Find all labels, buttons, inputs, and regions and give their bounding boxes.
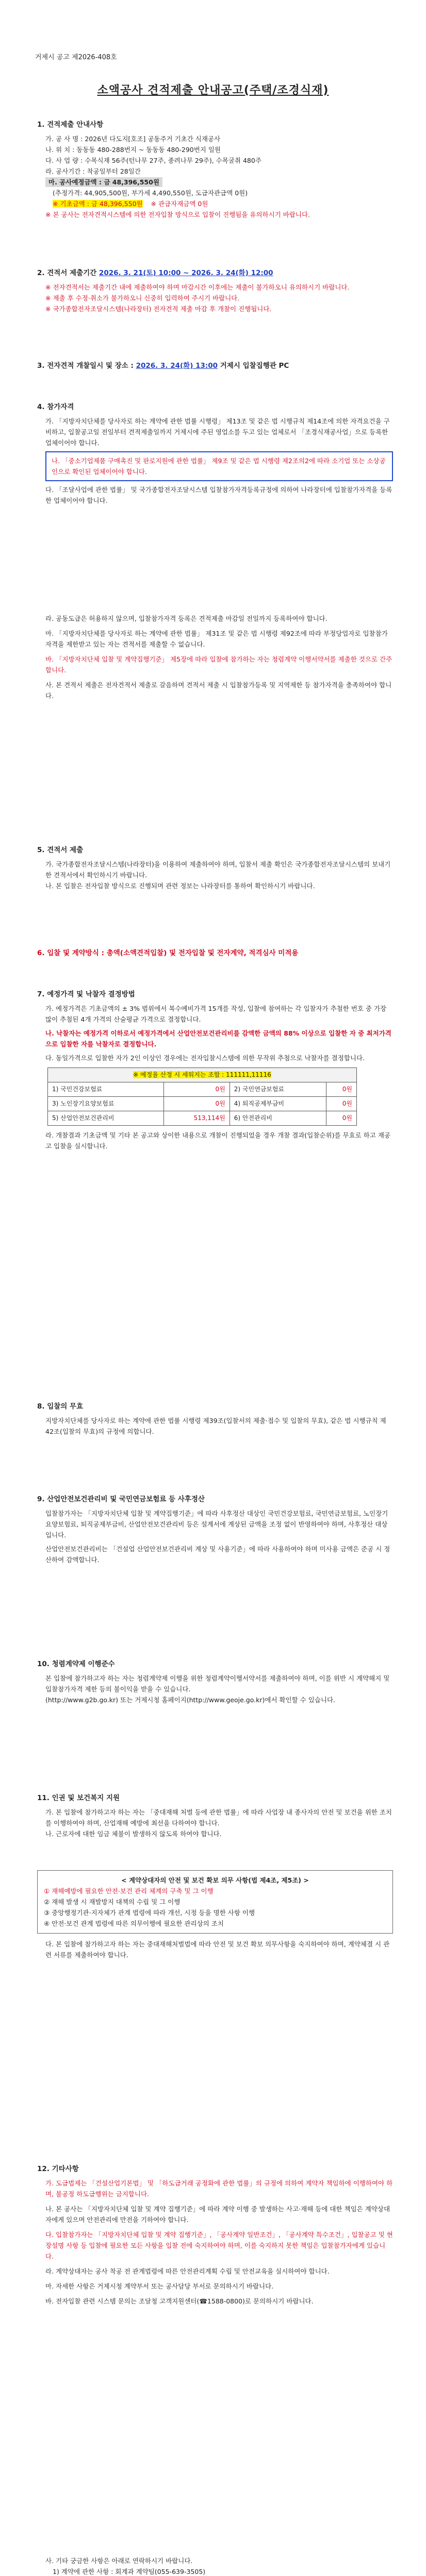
contact-intro: 사. 기타 궁금한 사항은 아래로 연락하시기 바랍니다.	[45, 2557, 193, 2565]
section-submission	[37, 845, 393, 891]
cell-value: 513,114원	[163, 1111, 230, 1126]
amount-note-line	[37, 198, 393, 209]
eligibility-item: 바. 「지방자치단체 입찰 및 계약집행기준」 제5장에 따라 입찰에 참가하는 자는 청렴계약 이행서약서를 제출한 것으로 간주합니다.	[45, 655, 392, 674]
integrity-item: (http://www.g2b.go.kr) 또는 거제시청 홈페이지(http://www.geoje.go.kr)에서 확인할 수 있습니다.	[45, 1696, 336, 1704]
etc-item-text: 다. 입찰참가자는 「지방자치단체 입찰 및 계약 집행기준」, 「공사계약 일반조건」, 「공사계약 특수조건」, 입찰공고 및 현장설명 사항 등 입찰에 필요한 모든 사항을 입찰 전에 숙지하여야 하며, 이를 숙지하지 못한 책임은 입찰참가자에게 있습니다.	[45, 2231, 393, 2260]
settlement-item: 산업안전보건관리비는 「건설업 산업안전보건관리비 계상 및 사용기준」에 따라 사용하여야 하며 미사용 금액은 준공 시 정산하여 감액합니다.	[45, 1545, 390, 1564]
caution-text: ※ 본 공사는 전자견적시스템에 의한 전자입찰 방식으로 입찰이 진행됨을 유의하시기 바랍니다.	[45, 211, 310, 218]
section-contacts	[37, 2555, 393, 2576]
submission-period: 2026. 3. 21(토) 10:00 ~ 2026. 3. 24(화) 12:00	[99, 269, 273, 277]
settlement-item: 입찰참가자는 「지방자치단체 입찰 및 계약집행기준」에 따라 사후정산 대상인 국민건강보험료, 국민연금보험료, 노인장기요양보험료, 퇴직공제부금비, 산업안전보건관리비 등은 설계서에 계상된 금액을 조정 없이 반영하여야 하며, 사후정산 대상입니다.	[45, 1510, 388, 1539]
section-title: 10. 청렴계약제 이행준수	[37, 1660, 115, 1668]
table-row	[48, 1097, 357, 1111]
safety-item: 다. 본 입찰에 참가하고자 하는 자는 중대재해처벌법에 따라 안전 및 보건 확보 의무사항을 숙지하여야 하며, 계약체결 시 관련 서류를 제출하여야 합니다.	[45, 1940, 390, 1959]
cell-label: 4) 퇴직공제부금비	[230, 1097, 326, 1111]
etc-item: 마. 자세한 사항은 거제시청 계약부서 또는 공사담당 부서로 문의하시기 바랍니다.	[45, 2282, 274, 2290]
price-item: 다. 동일가격으로 입찰한 자가 2인 이상인 경우에는 전자입찰시스템에 의한 무작위 추첨으로 낙찰자를 결정합니다.	[45, 1054, 365, 1062]
eligibility-item: 가. 「지방자치단체를 당사자로 하는 계약에 관한 법률 시행령」 제13조 및 같은 법 시행규칙 제14조에 의한 자격요건을 구비하고, 입찰공고일 전일부터 견적제출일까지 거제시에 주된 영업소를 두고 있는 업체로서 「조경식재공사업」으로 등록한 업체이어야 합니다.	[45, 417, 390, 447]
eligibility-item: 라. 공동도급은 허용하지 않으며, 입찰참가자격 등록은 견적제출 마감일 전일까지 등록하여야 합니다.	[45, 615, 327, 622]
etc-item: 라. 계약상대자는 공사 착공 전 관계법령에 따른 안전관리계획 수립 및 안전교육을 실시하여야 합니다.	[45, 2267, 330, 2275]
base-amount-note: ※ 기초금액 : 금 48,396,550원	[53, 200, 143, 208]
info-line: 가. 공 사 명 : 2026년 다도지[호조] 공동주거 기초간 식재공사	[45, 135, 221, 143]
box-item: ① 재해예방에 필요한 안전·보건 관리 체계의 구축 및 그 이행	[44, 1887, 214, 1895]
period-note: ※ 제출 후 수정·취소가 불가하오니 신중히 입력하여 주시기 바랍니다.	[45, 294, 240, 302]
cost-table	[47, 1067, 357, 1126]
price-item-highlight: 나. 낙찰자는 예정가격 이하로서 예정가격에서 산업안전보건관리비를 감액한 금액의 88% 이상으로 입찰한 자 중 최저가격으로 입찰한 자를 낙찰자로 결정합니다.	[45, 1029, 391, 1048]
page-title: 소액공사 견적제출 안내공고(주택/조경식재)	[97, 84, 329, 97]
cell-value: 0원	[163, 1097, 230, 1111]
cell-value: 0원	[326, 1111, 356, 1126]
section-title-text: 3. 전자견적 개찰일시 및 장소 :	[37, 362, 134, 370]
section-title: 1. 견적제출 안내사항	[37, 121, 104, 129]
amount-line	[37, 177, 393, 188]
section-notice-info	[37, 120, 393, 220]
amount-label: 마. 공사예정금액 : 금 48,396,550원	[45, 177, 162, 187]
section-price-decision	[37, 989, 393, 1151]
etc-item: 나. 본 공사는 「지방자치단체 입찰 및 계약 집행기준」에 따라 계약 이행 중 발생하는 사고·재해 등에 대한 책임은 계약상대자에게 있으며 안전관리에 만전을 기하여야 합니다.	[45, 2205, 390, 2224]
eligibility-item: 마. 「지방자치단체를 당사자로 하는 계약에 관한 법률」 제31조 및 같은 법 시행령 제92조에 따라 부정당업자로 입찰참가자격을 제한받고 있는 자는 견적서를 제출할 수 없습니다.	[45, 630, 388, 648]
etc-item-text: 가. 도급법제는 「건설산업기본법」 및 「하도급거래 공정화에 관한 법률」의 규정에 의하여 계약자 책임하에 이행하여야 하며, 불공정 하도급행위는 금지합니다.	[45, 2179, 393, 2198]
section-opening-date	[37, 361, 393, 375]
section-contract-method	[37, 948, 393, 962]
etc-item	[37, 2229, 393, 2262]
etc-item	[37, 2178, 393, 2199]
box-item: ④ 안전·보건 관계 법령에 따른 의무이행에 필요한 관리상의 조치	[44, 1920, 224, 1927]
cell-label: 3) 노인장기요양보험료	[48, 1097, 164, 1111]
contract-method: 총액(소액견적입찰) 및 전자입찰 및 전자계약, 적격심사 미적용	[106, 949, 299, 957]
cell-label: 6) 안전관리비	[230, 1111, 326, 1126]
invalid-item: 지방자치단체를 당사자로 하는 계약에 관한 법률 시행령 제39조(입찰서의 제출·접수 및 입찰의 무효), 같은 법 시행규칙 제42조(입찰의 무효)의 규정에 의합니다.	[45, 1417, 386, 1435]
safety-duty-box	[37, 1870, 393, 1934]
contact-item: 1) 계약에 관한 사항 : 회계과 계약팀(055-639-3505)	[53, 2568, 206, 2575]
box-item: ③ 중앙행정기관·지자체가 관계 법령에 따라 개선, 시정 등을 명한 사항 이행	[44, 1909, 255, 1917]
section-title: 4. 참가자격	[37, 403, 74, 411]
section-invalid-bid	[37, 1401, 393, 1437]
cell-value: 0원	[326, 1097, 356, 1111]
material-amount-note: ※ 관급자재금액 0원	[151, 200, 208, 208]
section-title: 12. 기타사항	[37, 2165, 79, 2173]
price-item: 라. 개찰결과 기초금액 및 기타 본 공고와 상이한 내용으로 개찰이 진행되었을 경우 개찰 결과(입찰순위)를 무효로 하고 재공고 입찰을 실시합니다.	[45, 1131, 390, 1150]
section-title-text: 6. 입찰 및 계약방식 :	[37, 949, 105, 957]
safety-item: 가. 본 입찰에 참가하고자 하는 자는 「중대재해 처벌 등에 관한 법률」에 따라 사업장 내 종사자의 안전 및 보건을 위한 조치를 이행하여야 하며, 산업재해 예방에 최선을 다하여야 합니다.	[45, 1808, 392, 1827]
table-header	[48, 1068, 357, 1082]
section-submission-period	[37, 268, 393, 314]
period-note: ※ 전자견적서는 제출기간 내에 제출하여야 하며 마감시간 이후에는 제출이 불가하오니 유의하시기 바랍니다.	[45, 283, 350, 291]
cell-value: 0원	[326, 1082, 356, 1097]
cell-label: 1) 국민건강보험료	[48, 1082, 164, 1097]
submission-item: 가. 국가종합전자조달시스템(나라장터)을 이용하여 제출하여야 하며, 입찰서 제출 확인은 국가종합전자조달시스템의 보내기한 견적서에서 확인하시기 바랍니다.	[45, 860, 391, 879]
eligibility-item: 다. 「조달사업에 관한 법률」 및 국가종합전자조달시스템 입찰참가자격등록규정에 의하여 나라장터에 입찰참가자격을 등록한 업체이어야 합니다.	[45, 486, 392, 504]
safety-item: 나. 근로자에 대한 임금 체불이 발생하지 않도록 하여야 합니다.	[45, 1830, 222, 1838]
section-title: 8. 입찰의 무효	[37, 1402, 84, 1411]
etc-item: 바. 전자입찰 관련 시스템 문의는 조달청 고객지원센터(☎1588-0800)로 문의하시기 바랍니다.	[45, 2297, 314, 2305]
eligibility-item: 사. 본 견적서 제출은 전자견적서 제출로 갈음하며 견적서 제출 시 입찰참가등록 및 지역제한 등 참가자격을 충족하여야 합니다.	[45, 681, 392, 700]
section-eligibility	[37, 402, 393, 506]
section-etc	[37, 2164, 393, 2307]
cell-label: 5) 산업안전보건관리비	[48, 1111, 164, 1126]
section-title	[37, 948, 393, 959]
amount-detail: (추정가격: 44,905,500원, 부가세 4,490,550원, 도급자관급액 0원)	[53, 189, 248, 197]
period-note: ※ 국가종합전자조달시스템(나라장터) 전자견적 제출 마감 후 개찰이 진행됩니다.	[45, 305, 272, 313]
section-eligibility-cont	[37, 613, 393, 701]
section-title: 5. 견적서 제출	[37, 846, 84, 854]
box-item: ② 재해 발생 시 재발방지 대책의 수립 및 그 이행	[44, 1898, 181, 1906]
table-row	[48, 1111, 357, 1126]
cell-value: 0원	[163, 1082, 230, 1097]
table-header-text: ※ 예정율 산정 시 세워지는 조합 : 111111,11116	[133, 1071, 271, 1078]
notice-number: 거제시 공고 제2026-408호	[35, 54, 117, 61]
section-title: 7. 예정가격 및 낙찰자 결정방법	[37, 990, 135, 998]
eligibility-item-highlight: 나. 「중소기업제품 구매촉진 및 판로지원에 관한 법률」 제9조 및 같은 법 시행령 제2조의2에 따라 소기업 또는 소상공인으로 확인된 업체이어야 합니다.	[45, 451, 393, 481]
section-title: 9. 산업안전보건관리비 및 국민연금보험료 등 사후정산	[37, 1495, 205, 1503]
section-title: 11. 인권 및 보건복지 지원	[37, 1794, 120, 1802]
section-safety	[37, 1793, 393, 1960]
info-line: 다. 사 업 량 : 수목식재 56주(턴나무 27주, 종려나무 29주), 수목굴취 480주	[45, 157, 261, 164]
opening-datetime: 2026. 3. 24(화) 13:00	[136, 362, 218, 370]
cell-label: 2) 국민연금보험료	[230, 1082, 326, 1097]
price-item: 가. 예정가격은 기초금액의 ± 3% 범위에서 복수예비가격 15개를 작성, 입찰에 참여하는 각 입찰자가 추첨한 번호 중 가장 많이 추첨된 4개 가격의 산술평균 가격으로 결정합니다.	[45, 1005, 387, 1023]
opening-place: 거제시 입찰집행관 PC	[220, 362, 289, 370]
section-title	[37, 361, 393, 371]
section-integrity	[37, 1659, 393, 1705]
section-title-text: 2. 견적서 제출기간	[37, 269, 97, 277]
info-line: 나. 위 치 : 동동동 480-288번지 ~ 동동동 480-290번지 일원	[45, 146, 221, 154]
submission-item: 나. 본 입찰은 전자입찰 방식으로 진행되며 관련 정보는 나라장터를 통하여 확인하시기 바랍니다.	[45, 882, 315, 890]
box-title: < 계약상대자의 안전 및 보건 확보 의무 사항(법 제4조, 제5조) >	[121, 1876, 309, 1884]
info-line: 라. 공사기간 : 착공일부터 28일간	[45, 167, 141, 175]
section-title	[37, 268, 393, 279]
integrity-item: 본 입찰에 참가하고자 하는 자는 청렴계약제 이행을 위한 청렴계약이행서약서를 제출하여야 하며, 이를 위반 시 계약해지 및 입찰참가자격 제한 등의 불이익을 받을 수 있습니다.	[45, 1674, 390, 1693]
table-row	[48, 1082, 357, 1097]
section-post-settlement	[37, 1494, 393, 1565]
